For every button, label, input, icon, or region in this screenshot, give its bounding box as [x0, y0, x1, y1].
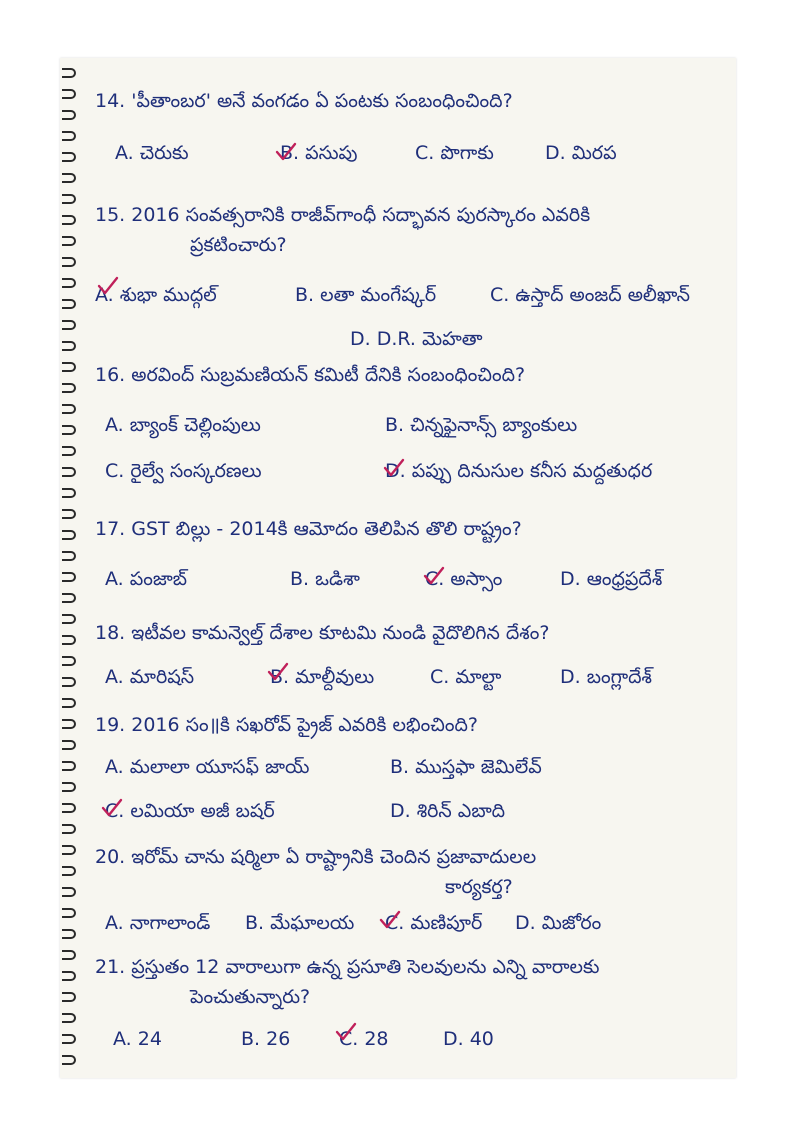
- question-14: 14. 'పీతాంబర' అనే వంగడం ఏ పంటకు సంబంధించింది?: [95, 90, 513, 112]
- spiral-binding: [60, 58, 84, 1078]
- spiral-ring: [62, 845, 76, 855]
- spiral-ring: [62, 908, 76, 918]
- spiral-ring: [62, 257, 76, 267]
- answer-tick-icon: [423, 566, 445, 586]
- question-21: 21. ప్రస్తుతం 12 వారాలుగా ఉన్న ప్రసూతి సెలవులను ఎన్ని వారాలకు: [95, 956, 600, 978]
- option-b: B. ముస్తఫా జెమిలేవ్: [390, 756, 542, 778]
- spiral-ring: [62, 173, 76, 183]
- spiral-ring: [62, 236, 76, 246]
- spiral-ring: [62, 614, 76, 624]
- spiral-ring: [62, 593, 76, 603]
- spiral-ring: [62, 152, 76, 162]
- spiral-ring: [62, 509, 76, 519]
- spiral-ring: [62, 530, 76, 540]
- spiral-ring: [62, 341, 76, 351]
- spiral-ring: [62, 215, 76, 225]
- option-b: B. చిన్నఫైనాన్స్ బ్యాంకులు: [385, 414, 578, 436]
- question-15-line2: ప్రకటించారు?: [190, 234, 287, 256]
- spiral-ring: [62, 887, 76, 897]
- option-a: A. నాగాలాండ్: [105, 912, 211, 934]
- answer-tick-icon: [97, 276, 119, 296]
- question-17: 17. GST బిల్లు - 2014కి ఆమోదం తెలిపిన తొలి రాష్ట్రం?: [95, 518, 522, 540]
- option-a: A. 24: [113, 1028, 162, 1050]
- option-d: D. శిరిన్ ఎబాది: [390, 800, 506, 822]
- spiral-ring: [62, 929, 76, 939]
- spiral-ring: [62, 278, 76, 288]
- option-d: D. మిజోరం: [515, 912, 602, 934]
- spiral-ring: [62, 131, 76, 141]
- spiral-ring: [62, 719, 76, 729]
- option-b: B. లతా మంగేష్కర్: [295, 284, 437, 306]
- option-d: D. మిరప: [545, 142, 617, 164]
- option-d: D. బంగ్లాదేశ్: [560, 666, 652, 688]
- option-d: D. పప్పు దినుసుల కనీస మద్దతుధర: [385, 460, 653, 482]
- spiral-ring: [62, 1055, 76, 1065]
- option-c: C. పొగాకు: [415, 142, 494, 164]
- spiral-ring: [62, 1013, 76, 1023]
- spiral-ring: [62, 362, 76, 372]
- option-b: B. మాల్దీవులు: [270, 666, 375, 688]
- question-19: 19. 2016 సం॥కి సఖరోవ్ ప్రైజ్ ఎవరికి లభించింది?: [95, 714, 478, 736]
- spiral-ring: [62, 656, 76, 666]
- option-c: C. మాల్టా: [430, 666, 502, 688]
- option-c: C. అస్సాం: [425, 568, 503, 590]
- spiral-ring: [62, 698, 76, 708]
- option-d: D. D.R. మెహతా: [350, 328, 483, 350]
- spiral-ring: [62, 866, 76, 876]
- option-b: B. మేఘాలయ: [245, 912, 355, 934]
- option-b: B. ఒడిశా: [290, 568, 360, 590]
- spiral-ring: [62, 761, 76, 771]
- option-a: A. శుభా ముద్గల్: [95, 284, 217, 306]
- question-16: 16. అరవింద్ సుబ్రమణియన్ కమిటీ దేనికి సంబంధించింది?: [95, 364, 526, 386]
- spiral-ring: [62, 404, 76, 414]
- option-b: B. 26: [241, 1028, 291, 1050]
- spiral-ring: [62, 551, 76, 561]
- answer-tick-icon: [275, 142, 297, 162]
- option-c: C. లమియా అజీ బషర్: [105, 800, 275, 822]
- spiral-ring: [62, 824, 76, 834]
- answer-tick-icon: [335, 1022, 357, 1042]
- answer-tick-icon: [101, 798, 123, 818]
- option-b: B. పసుపు: [280, 142, 358, 164]
- option-c: C. 28: [339, 1028, 389, 1050]
- option-a: A. పంజాబ్: [105, 568, 188, 590]
- question-20-line2: కార్యకర్త?: [445, 876, 513, 898]
- option-a: A. బ్యాంక్ చెల్లింపులు: [105, 414, 261, 436]
- answer-tick-icon: [267, 662, 289, 682]
- spiral-ring: [62, 320, 76, 330]
- spiral-ring: [62, 425, 76, 435]
- option-c: C. ఉస్తాద్ అంజద్ అలీఖాన్: [490, 284, 690, 306]
- option-a: A. మలాలా యూసఫ్ జాయ్: [105, 756, 310, 778]
- spiral-ring: [62, 488, 76, 498]
- option-c: C. మణిపూర్: [385, 912, 483, 934]
- question-20: 20. ఇరోమ్ చాను షర్మిలా ఏ రాష్ట్రానికి చెందిన ప్రజావాదులల: [95, 846, 537, 868]
- spiral-ring: [62, 992, 76, 1002]
- spiral-ring: [62, 572, 76, 582]
- spiral-ring: [62, 68, 76, 78]
- option-d: D. ఆంధ్రప్రదేశ్: [560, 568, 663, 590]
- spiral-ring: [62, 740, 76, 750]
- spiral-ring: [62, 1034, 76, 1044]
- spiral-ring: [62, 446, 76, 456]
- spiral-ring: [62, 803, 76, 813]
- question-15: 15. 2016 సంవత్సరానికి రాజీవ్‌గాంధీ సద్భావన పురస్కారం ఎవరికి: [95, 204, 591, 226]
- answer-tick-icon: [383, 458, 405, 478]
- spiral-ring: [62, 299, 76, 309]
- question-18: 18. ఇటీవల కామన్వెల్త్ దేశాల కూటమి నుండి వైదొలిగిన దేశం?: [95, 622, 550, 644]
- spiral-ring: [62, 467, 76, 477]
- question-21-line2: పెంచుతున్నారు?: [190, 986, 311, 1008]
- spiral-ring: [62, 194, 76, 204]
- answer-tick-icon: [379, 910, 401, 930]
- option-a: A. మారిషస్: [105, 666, 195, 688]
- spiral-ring: [62, 635, 76, 645]
- spiral-ring: [62, 677, 76, 687]
- spiral-ring: [62, 971, 76, 981]
- spiral-ring: [62, 110, 76, 120]
- spiral-ring: [62, 950, 76, 960]
- spiral-ring: [62, 383, 76, 393]
- option-a: A. చెరుకు: [115, 142, 189, 164]
- question-sheet: [95, 58, 735, 1078]
- option-d: D. 40: [443, 1028, 494, 1050]
- spiral-ring: [62, 782, 76, 792]
- option-c: C. రైల్వే సంస్కరణలు: [105, 460, 262, 482]
- spiral-ring: [62, 89, 76, 99]
